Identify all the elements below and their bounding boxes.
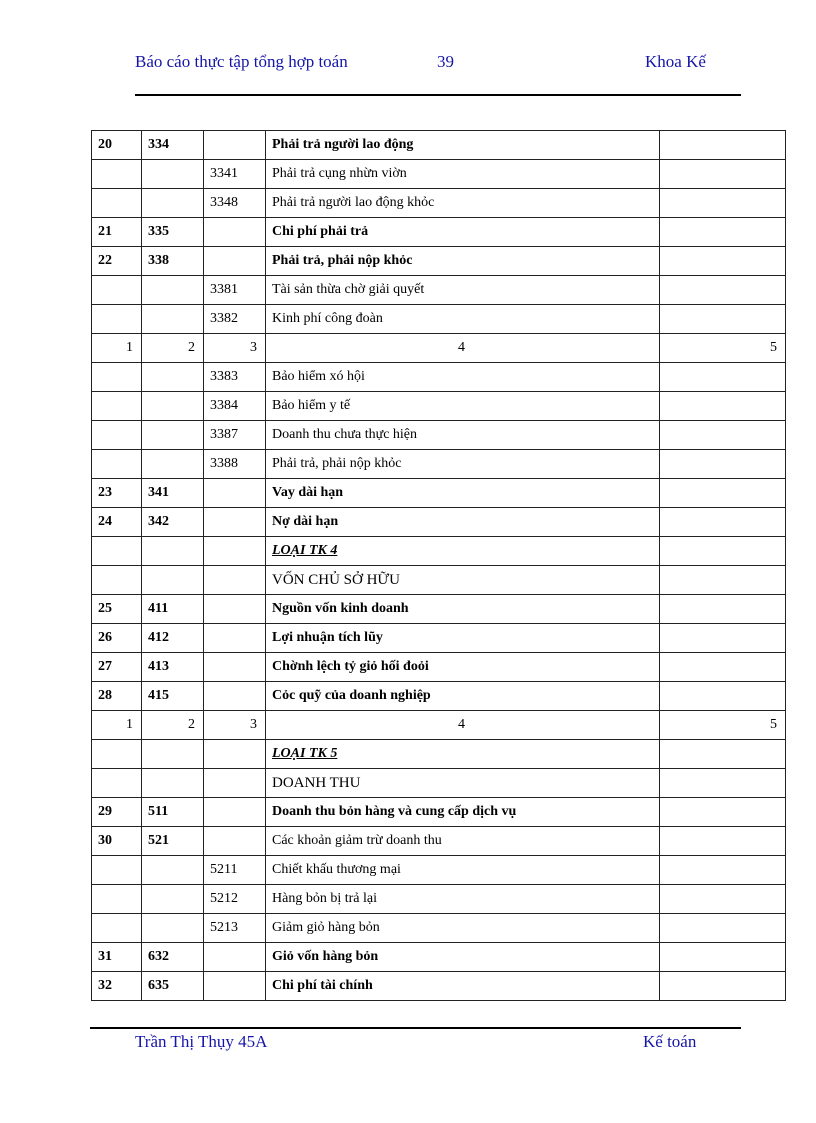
cell-account-level2-text: 3384 [210,398,238,413]
cell-account-level1 [142,305,204,334]
cell-stt-text: 32 [98,978,112,993]
cell-account-level2 [204,885,266,914]
cell-account-level2 [204,450,266,479]
cell-account-name-text: Phải trả, phải nộp khỏc [272,456,402,471]
cell-account-name-text: Lợi nhuận tích lũy [272,630,383,645]
cell-account-level2 [204,624,266,653]
cell-note [660,160,786,189]
author-name: Trần Thị Thụy 45A [135,1032,268,1051]
table-row [92,566,786,595]
cell-account-name-text: Nợ dài hạn [272,514,339,529]
cell-account-level2 [204,305,266,334]
cell-account-level2 [204,537,266,566]
table-row [92,421,786,450]
cell-note [660,711,786,740]
cell-account-level1-text: 632 [148,949,169,964]
cell-account-level2-text: 3382 [210,311,238,326]
cell-stt-text: 25 [98,601,112,616]
cell-account-name [266,305,660,334]
cell-account-name [266,972,660,1001]
cell-note [660,740,786,769]
cell-account-level2 [204,160,266,189]
cell-account-level1 [142,798,204,827]
cell-account-name-text: Giảm giỏ hàng bỏn [272,920,380,935]
cell-note [660,827,786,856]
cell-note [660,131,786,160]
cell-stt-text: 27 [98,659,112,674]
cell-account-level2 [204,682,266,711]
cell-account-level1-text: 2 [188,340,195,355]
cell-account-name [266,624,660,653]
cell-stt [92,914,142,943]
cell-stt [92,363,142,392]
cell-note [660,885,786,914]
cell-account-name [266,276,660,305]
cell-stt-text: 31 [98,949,112,964]
cell-note [660,537,786,566]
cell-account-level1 [142,508,204,537]
cell-stt [92,247,142,276]
cell-account-level1 [142,711,204,740]
cell-account-level1-text: 334 [148,137,169,152]
cell-stt [92,508,142,537]
cell-account-name-text: Doanh thu bỏn hàng và cung cấp dịch vụ [272,804,517,819]
cell-note [660,769,786,798]
cell-account-level2-text: 3341 [210,166,238,181]
cell-account-name [266,798,660,827]
table-row [92,914,786,943]
cell-account-name [266,450,660,479]
cell-note [660,653,786,682]
cell-stt [92,334,142,363]
cell-account-level2 [204,943,266,972]
cell-account-name [266,682,660,711]
cell-account-name [266,189,660,218]
cell-account-level1 [142,827,204,856]
account-table [91,130,786,1001]
cell-note [660,914,786,943]
cell-stt [92,856,142,885]
cell-account-name-text: Chi phí tài chính [272,978,373,993]
cell-stt-text: 24 [98,514,112,529]
cell-account-level2 [204,334,266,363]
cell-note [660,450,786,479]
cell-stt [92,537,142,566]
cell-account-name [266,334,660,363]
table-row [92,247,786,276]
table-row [92,276,786,305]
cell-account-level2 [204,972,266,1001]
cell-account-level2-text: 5211 [210,862,238,877]
cell-account-level1 [142,363,204,392]
cell-stt [92,682,142,711]
cell-account-level2-text: 5212 [210,891,238,906]
cell-stt [92,740,142,769]
cell-stt [92,769,142,798]
cell-account-name-text: VỐN CHỦ SỞ HỮU [272,571,400,588]
cell-note [660,334,786,363]
table-row [92,363,786,392]
cell-account-level1 [142,972,204,1001]
cell-account-name [266,479,660,508]
table-row [92,189,786,218]
cell-stt-text: 1 [126,717,133,732]
cell-account-name-text: Tài sản thừa chờ giải quyết [272,282,425,297]
cell-account-name-text: LOẠI TK 4 [272,543,338,558]
cell-account-level1 [142,885,204,914]
cell-account-name-text: Phải trả người lao động khỏc [272,195,435,210]
cell-stt [92,711,142,740]
table-row [92,653,786,682]
cell-note [660,943,786,972]
table-row [92,943,786,972]
cell-stt-text: 30 [98,833,112,848]
account-table-body [92,131,786,1001]
cell-account-level2-text: 5213 [210,920,238,935]
cell-account-level1-text: 338 [148,253,169,268]
cell-account-level1-text: 2 [188,717,195,732]
cell-account-level1-text: 341 [148,485,169,500]
cell-note [660,479,786,508]
cell-note [660,276,786,305]
cell-account-level1 [142,160,204,189]
cell-stt [92,160,142,189]
cell-note [660,972,786,1001]
cell-account-name [266,653,660,682]
cell-account-level2 [204,218,266,247]
report-title-text: Báo cáo thực tập tổng hợp toán [135,52,348,71]
cell-account-name-text: 4 [458,340,465,355]
cell-account-name [266,537,660,566]
cell-account-level1 [142,624,204,653]
cell-account-level1 [142,537,204,566]
cell-account-level2-text: 3388 [210,456,238,471]
cell-account-level2 [204,508,266,537]
table-row [92,479,786,508]
cell-account-name-text: Chờnh lệch tỷ giỏ hối đoỏi [272,659,429,674]
cell-account-name [266,740,660,769]
cell-stt [92,392,142,421]
cell-account-name [266,856,660,885]
cell-stt [92,450,142,479]
cell-account-level2 [204,711,266,740]
cell-account-name [266,943,660,972]
cell-account-name [266,421,660,450]
cell-account-name-text: Doanh thu chưa thực hiện [272,427,418,442]
cell-account-name-text: Chi phí phải trả [272,224,369,239]
table-row [92,740,786,769]
cell-stt [92,218,142,247]
cell-account-name-text: LOẠI TK 5 [272,746,338,761]
cell-account-level2 [204,131,266,160]
cell-account-name [266,914,660,943]
cell-account-name [266,566,660,595]
cell-account-level1 [142,682,204,711]
table-row [92,595,786,624]
cell-account-name-text: Chiết khấu thương mại [272,862,401,877]
cell-account-level1 [142,943,204,972]
cell-account-level1 [142,740,204,769]
cell-account-level1 [142,334,204,363]
table-row [92,160,786,189]
cell-account-level2 [204,479,266,508]
cell-account-name [266,885,660,914]
cell-account-level2-text: 3387 [210,427,238,442]
cell-note [660,247,786,276]
header-rule [135,94,741,96]
cell-account-level2 [204,914,266,943]
cell-account-name [266,247,660,276]
page-number: 39 [437,52,454,71]
cell-account-name-text: Phải trả, phải nộp khỏc [272,253,413,268]
cell-account-level1-text: 342 [148,514,169,529]
cell-note [660,798,786,827]
cell-account-level2-text: 3383 [210,369,238,384]
cell-stt [92,624,142,653]
cell-account-level1-text: 413 [148,659,169,674]
cell-account-level1 [142,914,204,943]
cell-stt [92,276,142,305]
cell-account-level1 [142,392,204,421]
cell-account-level2 [204,769,266,798]
cell-note [660,566,786,595]
table-row [92,769,786,798]
cell-account-name [266,711,660,740]
cell-account-name [266,595,660,624]
table-row [92,218,786,247]
cell-account-level2 [204,566,266,595]
cell-account-level2-text: 3348 [210,195,238,210]
cell-account-name-text: Nguồn vốn kinh doanh [272,601,409,616]
cell-account-name-text: Cỏc quỹ của doanh nghiệp [272,688,431,703]
cell-note [660,508,786,537]
cell-account-name [266,769,660,798]
cell-account-level1 [142,479,204,508]
cell-note [660,218,786,247]
cell-account-name [266,363,660,392]
table-row [92,508,786,537]
cell-account-level2 [204,740,266,769]
cell-stt-text: 20 [98,137,112,152]
cell-stt [92,421,142,450]
table-row [92,972,786,1001]
cell-note [660,189,786,218]
cell-stt [92,798,142,827]
cell-account-name-text: Phải trả cụng nhừn viờn [272,166,407,181]
cell-account-name [266,131,660,160]
cell-account-level1 [142,653,204,682]
cell-account-level2 [204,421,266,450]
cell-account-name [266,218,660,247]
cell-note [660,421,786,450]
cell-account-level2 [204,247,266,276]
table-row [92,798,786,827]
cell-stt [92,827,142,856]
footer-rule [90,1027,741,1029]
column-number-row [92,334,786,363]
cell-account-level1-text: 412 [148,630,169,645]
cell-stt [92,885,142,914]
cell-note-text: 5 [770,717,777,732]
cell-account-name [266,508,660,537]
cell-account-level1 [142,247,204,276]
cell-account-level1-text: 415 [148,688,169,703]
cell-note [660,856,786,885]
table-row [92,305,786,334]
cell-stt-text: 26 [98,630,112,645]
table-row [92,856,786,885]
cell-account-level1 [142,189,204,218]
cell-stt-text: 28 [98,688,112,703]
cell-stt [92,479,142,508]
cell-note-text: 5 [770,340,777,355]
cell-note [660,305,786,334]
report-title [135,51,350,72]
cell-stt-text: 21 [98,224,112,239]
cell-account-name [266,160,660,189]
cell-account-level1-text: 521 [148,833,169,848]
table-row [92,885,786,914]
cell-account-name-text: Hàng bỏn bị trả lại [272,891,377,906]
cell-account-level2-text: 3 [250,340,257,355]
cell-stt-text: 23 [98,485,112,500]
table-row [92,392,786,421]
major-name: Kế toán [643,1032,697,1051]
cell-account-level2 [204,827,266,856]
cell-stt [92,131,142,160]
cell-stt [92,595,142,624]
cell-account-name [266,392,660,421]
cell-account-name-text: Kinh phí công đoàn [272,311,383,326]
cell-note [660,363,786,392]
cell-account-level1 [142,276,204,305]
cell-account-name-text: Vay dài hạn [272,485,344,500]
column-number-row [92,711,786,740]
cell-note [660,392,786,421]
cell-note [660,595,786,624]
table-row [92,537,786,566]
cell-account-level2 [204,798,266,827]
cell-account-name-text: Giỏ vốn hàng bỏn [272,949,379,964]
cell-stt-text: 22 [98,253,112,268]
cell-note [660,682,786,711]
table-row [92,827,786,856]
cell-account-level1 [142,450,204,479]
cell-stt [92,972,142,1001]
cell-account-level1-text: 335 [148,224,169,239]
table-row [92,682,786,711]
cell-account-level2-text: 3381 [210,282,238,297]
cell-account-name-text: 4 [458,717,465,732]
cell-account-level1 [142,566,204,595]
cell-account-level2-text: 3 [250,717,257,732]
cell-account-level2 [204,392,266,421]
cell-stt [92,653,142,682]
cell-account-level1 [142,856,204,885]
cell-account-name [266,827,660,856]
cell-stt [92,566,142,595]
cell-stt-text: 1 [126,340,133,355]
cell-account-level1 [142,218,204,247]
cell-account-level2 [204,189,266,218]
cell-account-name-text: Phải trả người lao động [272,137,414,152]
cell-account-level1 [142,595,204,624]
cell-account-name-text: Các khoản giảm trừ doanh thu [272,833,442,848]
department-name: Khoa Kế [645,52,706,71]
cell-account-level2 [204,653,266,682]
cell-account-level2 [204,856,266,885]
cell-note [660,624,786,653]
cell-account-level2 [204,363,266,392]
cell-stt [92,189,142,218]
cell-account-level1 [142,421,204,450]
cell-account-level2 [204,276,266,305]
cell-stt-text: 29 [98,804,112,819]
cell-account-name-text: Bảo hiểm y tế [272,398,351,413]
cell-account-level1-text: 511 [148,804,169,819]
cell-account-level1-text: 411 [148,601,169,616]
cell-stt [92,943,142,972]
cell-account-level2 [204,595,266,624]
cell-account-level1-text: 635 [148,978,169,993]
cell-account-level1 [142,131,204,160]
cell-account-level1 [142,769,204,798]
cell-account-name-text: DOANH THU [272,774,361,791]
cell-stt [92,305,142,334]
cell-account-name-text: Bảo hiểm xó hội [272,369,365,384]
table-row [92,450,786,479]
table-row [92,131,786,160]
table-row [92,624,786,653]
